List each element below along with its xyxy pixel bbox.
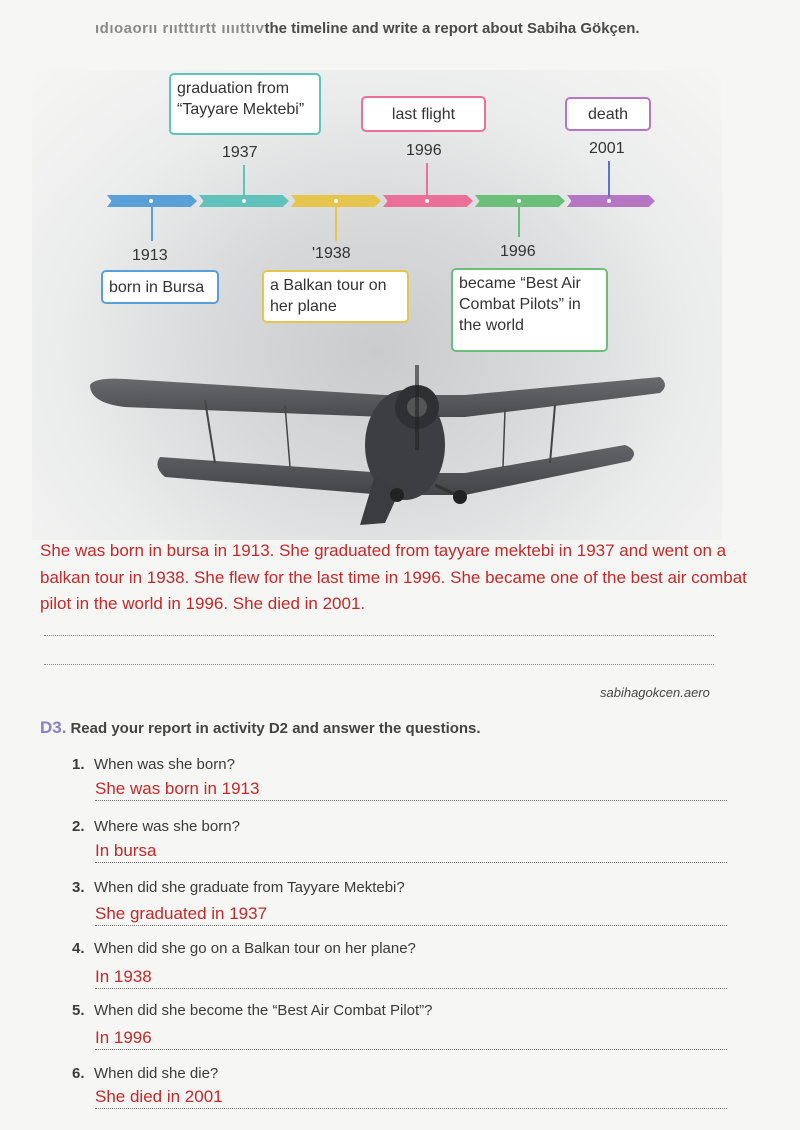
instruction-header (95, 20, 735, 37)
answer-2: In bursa (95, 841, 727, 863)
activity-tag: D3. (40, 718, 67, 737)
source-credit: sabihagokcen.aero (600, 685, 710, 700)
year-1996-bottom: 1996 (500, 243, 536, 260)
event-box-graduation: graduation from “Tayyare Mektebi” (169, 73, 321, 135)
timeline-dot (242, 199, 246, 203)
event-box-last-flight: last flight (361, 96, 486, 132)
question-5: 5. When did she become the “Best Air Combat Pilot”? (72, 1002, 433, 1019)
timeline-tick-1996-top (426, 163, 428, 197)
year-1996-top: 1996 (406, 142, 442, 159)
event-box-born: born in Bursa (101, 270, 219, 304)
question-6: 6. When did she die? (72, 1065, 219, 1082)
report-line (44, 635, 714, 636)
timeline-dot (517, 199, 521, 203)
header-text: the timeline and write a report about Sabiha Gökçen. (264, 20, 640, 37)
timeline-tick-1937 (243, 165, 245, 197)
answer-3: She graduated in 1937 (95, 904, 727, 926)
timeline-tick-1913 (151, 207, 153, 241)
year-1938: '1938 (312, 245, 351, 262)
question-4: 4. When did she go on a Balkan tour on her plane? (72, 940, 416, 957)
header-faded-text: ıdıoaorıı rııtttırtt ııııttıv (95, 20, 265, 37)
answer-1: She was born in 1913 (95, 779, 727, 801)
question-3: 3. When did she graduate from Tayyare Mektebi? (72, 879, 405, 896)
answer-5: In 1996 (95, 1028, 727, 1050)
answer-4: In 1938 (95, 967, 727, 989)
timeline-dot (607, 199, 611, 203)
year-1913: 1913 (132, 247, 168, 264)
event-box-best-pilot: became “Best Air Combat Pilots” in the world (451, 268, 608, 352)
answer-6: She died in 2001 (95, 1087, 727, 1109)
activity-instruction: Read your report in activity D2 and answer the questions. (70, 720, 481, 737)
timeline-segment-6 (567, 195, 655, 207)
timeline-tick-1938 (335, 207, 337, 241)
timeline-dot (334, 199, 338, 203)
timeline-tick-1996-bottom (518, 207, 520, 237)
activity-d3-heading (40, 718, 481, 738)
timeline-dot (149, 199, 153, 203)
biplane-image (85, 355, 685, 535)
timeline-dot (425, 199, 429, 203)
question-1: 1. When was she born? (72, 756, 235, 773)
year-1937: 1937 (222, 144, 258, 161)
report-answer-text: She was born in bursa in 1913. She graduated from tayyare mektebi in 1937 and went on a balkan tour in 1938. She flew for the last time in 1996. She became one of the best air combat pilot in the world in 1996. She died in 2001. (40, 541, 747, 613)
year-2001: 2001 (589, 140, 625, 157)
event-box-death: death (565, 97, 651, 131)
question-2: 2. Where was she born? (72, 818, 240, 835)
timeline-tick-2001 (608, 161, 610, 197)
event-box-balkan-tour: a Balkan tour on her plane (262, 270, 409, 323)
report-line (44, 664, 714, 665)
